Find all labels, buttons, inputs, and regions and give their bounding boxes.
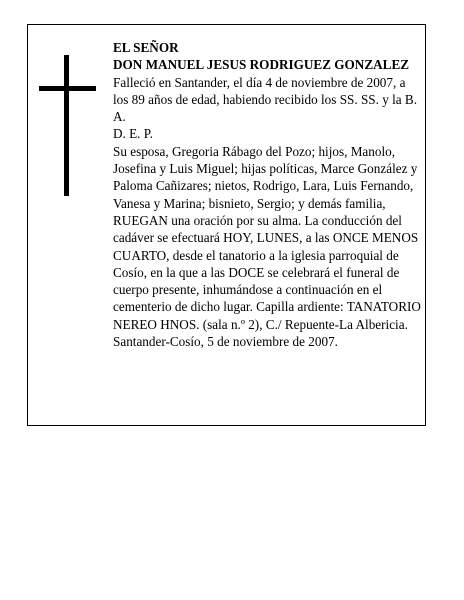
- rest-in-peace: D. E. P.: [113, 126, 153, 142]
- family-list: Su esposa, Gregoria Rábago del Pozo; hijos, Manolo, Josefina y Luis Miguel; hijas políticas, Marce González y Paloma Cañizares; nietos, Rodrigo, Lara, Luis Fernando, Vanesa y Marina; bisnieto, Sergio; y demás familia,: [113, 143, 418, 211]
- cross-vertical-bar: [64, 55, 69, 196]
- place-date: Santander-Cosío, 5 de noviembre de 2007.: [113, 334, 338, 350]
- obituary-text: [113, 39, 421, 350]
- cross-horizontal-bar: [39, 86, 96, 91]
- death-details: Falleció en Santander, el día 4 de noviembre de 2007, a los 89 años de edad, habiendo recibido los SS. SS. y la B. A.: [113, 74, 418, 125]
- deceased-name: DON MANUEL JESUS RODRIGUEZ GONZALEZ: [113, 57, 410, 73]
- funeral-request: RUEGAN una oración por su alma. La conducción del cadáver se efectuará HOY, LUNES, a las ONCE MENOS CUARTO, desde el tanatorio a la iglesia parroquial de Cosío, en la que a las DOCE se celebrará el funeral de cuerpo presente, inhumándose a continuación en el cementerio de dicho lugar. Capilla ardiente: TANATORIO NEREO HNOS. (sala n.º 2), C./ Repuente-La Albericia.: [113, 212, 421, 332]
- obituary-title: EL SEÑOR: [113, 40, 179, 55]
